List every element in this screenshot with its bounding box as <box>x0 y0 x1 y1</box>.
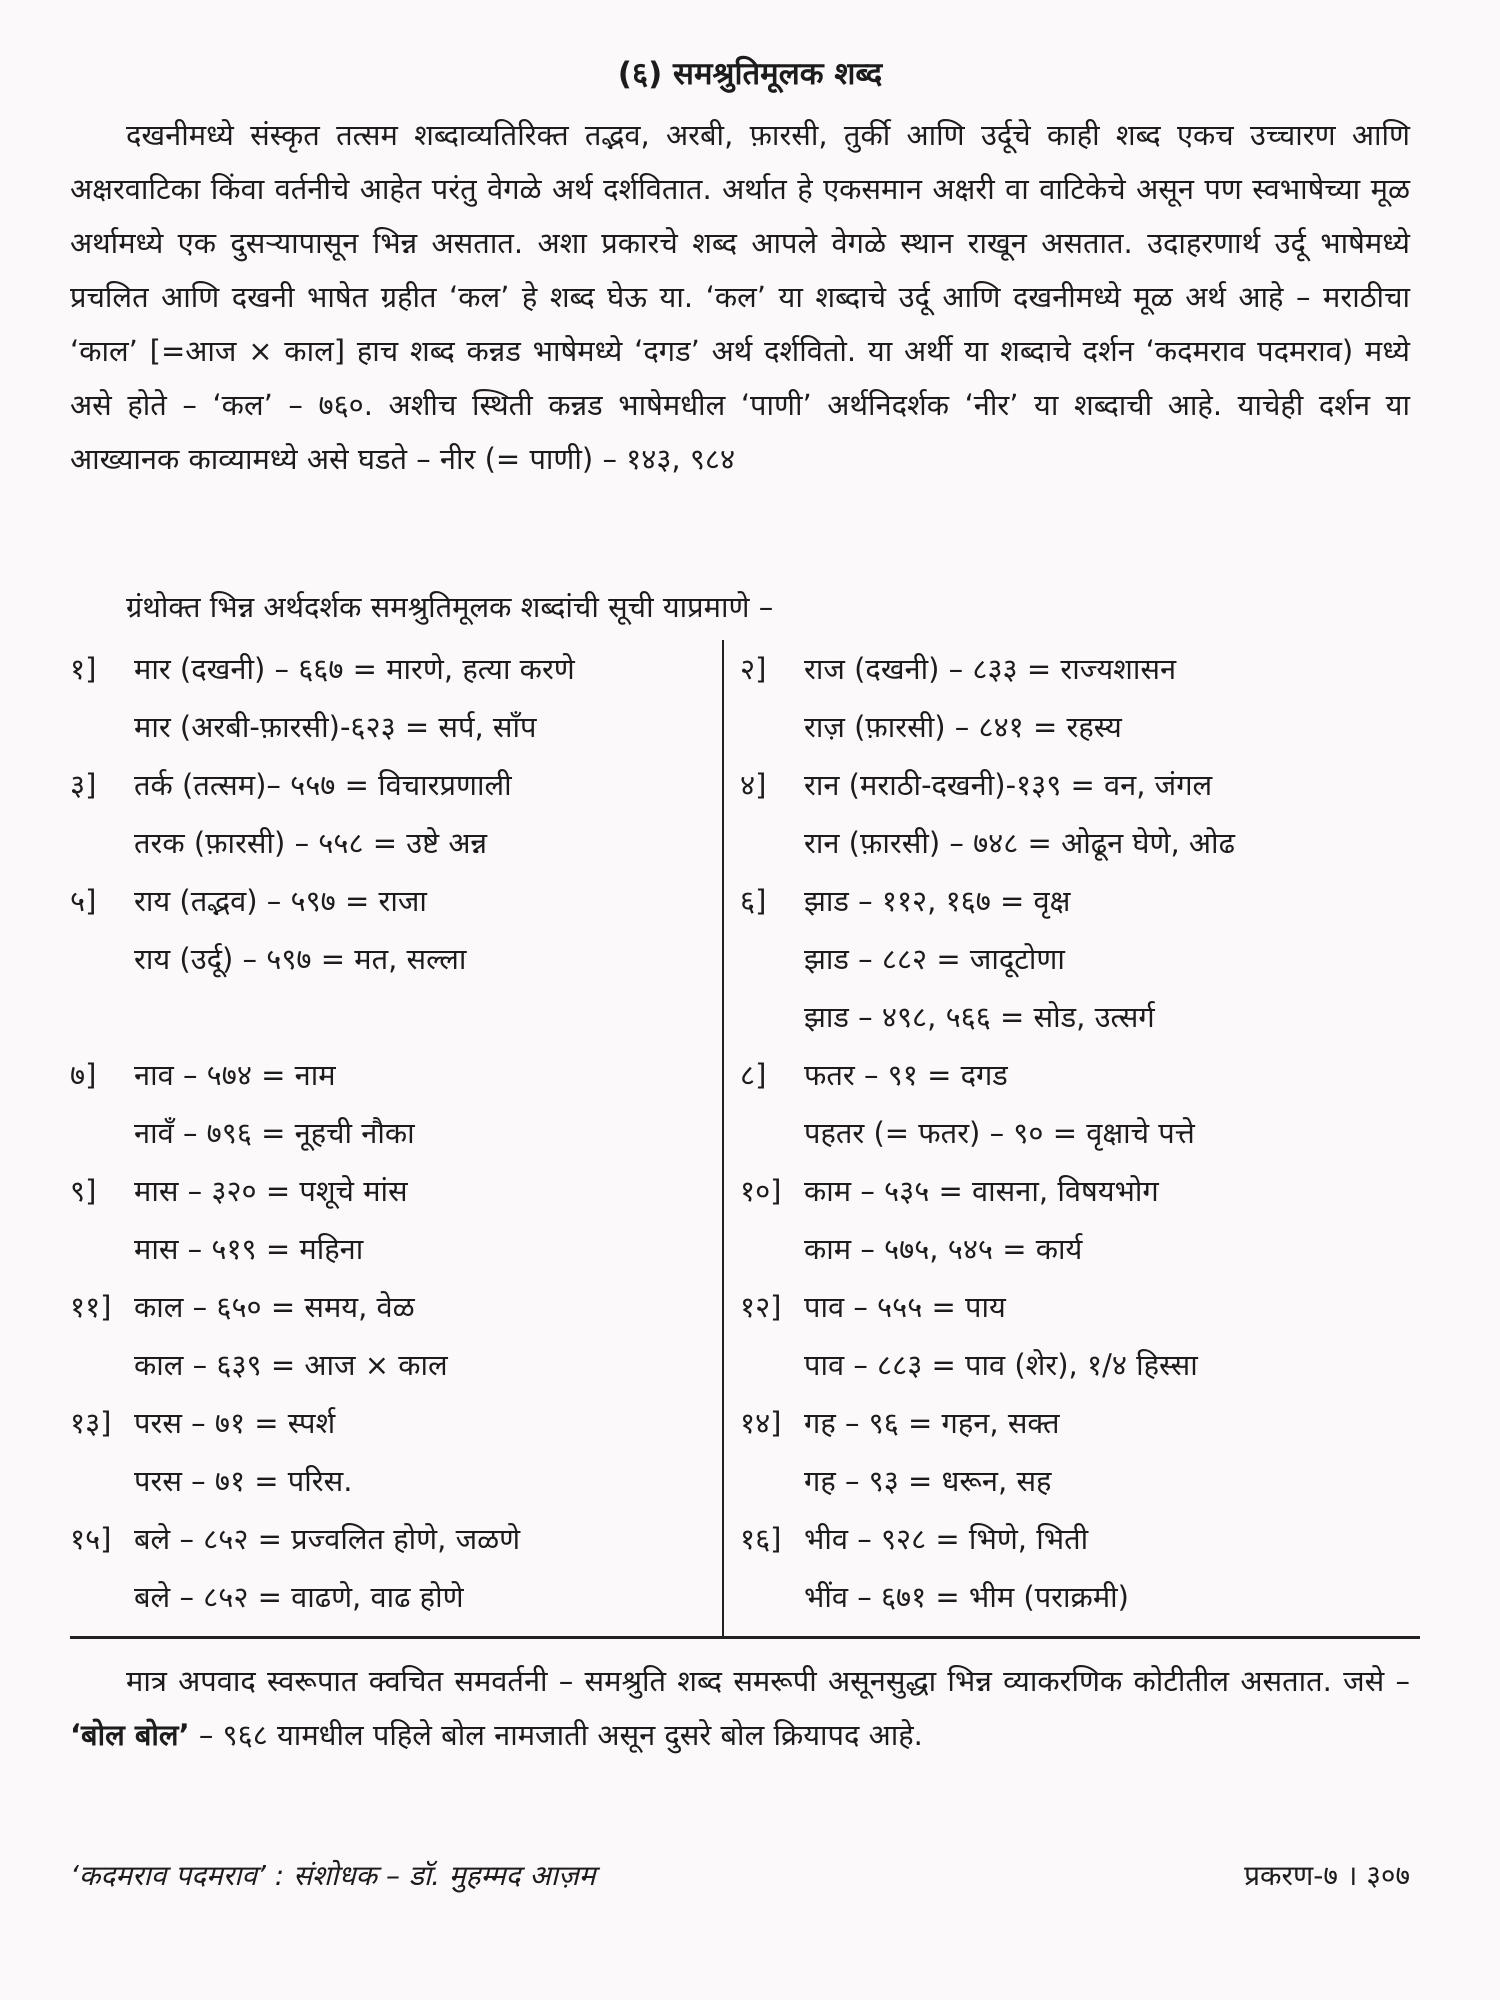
list-intro: ग्रंथोक्त भिन्न अर्थदर्शक समश्रुतिमूलक शब्दांची सूची याप्रमाणे – <box>126 590 774 624</box>
entry-line: भीव – ९२८ = भिणे, भिती <box>804 1522 1089 1556</box>
entry-number: २] <box>740 652 767 686</box>
table-entry <box>740 1394 1380 1510</box>
entry-line: रान (मराठी-दखनी)-१३९ = वन, जंगल <box>804 768 1213 802</box>
entry-number: ७] <box>70 1058 97 1092</box>
entry-line: पाव – ५५५ = पाय <box>804 1290 1006 1324</box>
entry-line: रान (फ़ारसी) – ७४८ = ओढून घेणे, ओढ <box>804 826 1235 860</box>
column-divider <box>722 640 724 1638</box>
entry-number: ५] <box>70 884 97 918</box>
entry-line: नावँ – ७९६ = नूहची नौका <box>134 1116 415 1150</box>
table-entry <box>70 1278 710 1394</box>
paragraph-intro: दखनीमध्ये संस्कृत तत्सम शब्दाव्यतिरिक्त तद्भव, अरबी, फ़ारसी, तुर्की आणि उर्दूचे काही शब्द एकच उच्चारण आणि अक्षरवाटिका किंवा वर्तनीचे आहेत परंतु वेगळे अर्थ दर्शवितात. अर्थात हे एकसमान अक्षरी वा वाटिकेचे असून पण स्वभाषेच्या मूळ अर्थामध्ये एक दुसऱ्यापासून भिन्न असतात. अशा प्रकारचे शब्द आपले वेगळे स्थान राखून असतात. उदाहरणार्थ उर्दू भाषेमध्ये प्रचलित आणि दखनी भाषेत ग्रहीत ‘कल’ हे शब्द घेऊ या. ‘कल’ या शब्दाचे उर्दू आणि दखनीमध्ये मूळ अर्थ आहे – मराठीचा ‘काल’ [=आज × काल] हाच शब्द कन्नड भाषेमध्ये ‘दगड’ अर्थ दर्शवितो. या अर्थी या शब्दाचे दर्शन ‘कदमराव पदमराव) मध्ये असे होते – ‘कल’ – ७६०. अशीच स्थिती कन्नड भाषेमधील ‘पाणी’ अर्थनिदर्शक ‘नीर’ या शब्दाची आहे. याचेही दर्शन या आख्यानक काव्यामध्ये असे घडते – नीर (= पाणी) – १४३, ९८४ <box>70 118 1411 476</box>
table-entry <box>740 1510 1380 1626</box>
paragraph-exception-after: – ९६८ यामधील पहिले बोल नामजाती असून दुसरे बोल क्रियापद आहे. <box>198 1718 923 1752</box>
table-entry <box>70 1046 710 1162</box>
entry-line: पहतर (= फतर) – ९० = वृक्षाचे पत्ते <box>804 1116 1195 1150</box>
entry-number: ३] <box>70 768 97 802</box>
footer-page-number: प्रकरण-७ । ३०७ <box>1244 1859 1410 1892</box>
entry-number: १४] <box>740 1406 782 1440</box>
entry-line: काम – ५७५, ५४५ = कार्य <box>804 1232 1083 1266</box>
table-column-right <box>740 640 1380 1626</box>
entry-number: १६] <box>740 1522 782 1556</box>
entry-line: परस – ७१ = स्पर्श <box>134 1406 336 1440</box>
section-title: (६) समश्रुतिमूलक शब्द <box>617 56 883 92</box>
entry-line: राज़ (फ़ारसी) – ८४१ = रहस्य <box>804 710 1122 744</box>
table-entry <box>70 1510 710 1626</box>
footer-source: ‘कदमराव पदमराव’ : संशोधक – डॉ. मुहम्मद आज़म <box>70 1859 596 1892</box>
table-entry <box>70 640 710 756</box>
entry-number: ८] <box>740 1058 767 1092</box>
entry-line: बले – ८५२ = प्रज्वलित होणे, जळणे <box>134 1522 521 1556</box>
entry-line: काल – ६५० = समय, वेळ <box>134 1290 415 1324</box>
entry-line: गह – ९३ = धरून, सह <box>804 1464 1052 1498</box>
entry-line: राय (तद्भव) – ५९७ = राजा <box>134 884 427 918</box>
table-entry <box>740 756 1380 872</box>
entry-line: मार (अरबी-फ़ारसी)-६२३ = सर्प, साँप <box>134 710 537 744</box>
entry-line: गह – ९६ = गहन, सक्त <box>804 1406 1060 1440</box>
table-entry <box>70 1162 710 1278</box>
table-entry <box>70 1394 710 1510</box>
entry-line: पाव – ८८३ = पाव (शेर), १/४ हिस्सा <box>804 1348 1198 1382</box>
entry-number: ६] <box>740 884 767 918</box>
entry-number: १२] <box>740 1290 782 1324</box>
entry-number: ९] <box>70 1174 97 1208</box>
entry-number: ४] <box>740 768 767 802</box>
table-entry <box>70 756 710 872</box>
table-entry <box>740 1278 1380 1394</box>
entry-line: मास – ५१९ = महिना <box>134 1232 364 1266</box>
entry-spacer <box>70 988 710 1046</box>
table-entry <box>740 872 1380 1046</box>
table-column-left <box>70 640 710 1626</box>
entry-number: १३] <box>70 1406 112 1440</box>
entry-line: नाव – ५७४ = नाम <box>134 1058 336 1092</box>
table-entry <box>740 640 1380 756</box>
entry-number: ११] <box>70 1290 112 1324</box>
entry-line: मार (दखनी) – ६६७ = मारणे, हत्या करणे <box>134 652 575 686</box>
paragraph-exception-bold: ‘बोल बोल’ <box>70 1718 190 1752</box>
table-entry <box>740 1162 1380 1278</box>
table-bottom-rule <box>70 1636 1420 1639</box>
entry-line: काम – ५३५ = वासना, विषयभोग <box>804 1174 1159 1208</box>
entry-line: भींव – ६७१ = भीम (पराक्रमी) <box>804 1580 1129 1614</box>
paragraph-exception-before: मात्र अपवाद स्वरूपात क्वचित समवर्तनी – समश्रुति शब्द समरूपी असूनसुद्धा भिन्न व्याकरणिक कोटीतील असतात. जसे – <box>126 1664 1410 1698</box>
entry-number: १५] <box>70 1522 112 1556</box>
entry-line: राय (उर्दू) – ५९७ = मत, सल्ला <box>134 942 467 976</box>
entry-line: बले – ८५२ = वाढणे, वाढ होणे <box>134 1580 464 1614</box>
entry-line: झाड – ८८२ = जादूटोणा <box>804 942 1065 976</box>
entry-line: मास – ३२० = पशूचे मांस <box>134 1174 408 1208</box>
entry-line: तरक (फ़ारसी) – ५५८ = उष्टे अन्न <box>134 826 487 860</box>
entry-line: फतर – ९१ = दगड <box>804 1058 1008 1092</box>
entry-number: १०] <box>740 1174 782 1208</box>
entry-number: १] <box>70 652 97 686</box>
entry-line: तर्क (तत्सम)– ५५७ = विचारप्रणाली <box>134 768 512 802</box>
table-entry <box>70 872 710 988</box>
entry-line: झाड – ११२, १६७ = वृक्ष <box>804 884 1071 918</box>
entry-line: राज (दखनी) – ८३३ = राज्यशासन <box>804 652 1177 686</box>
entry-line: काल – ६३९ = आज × काल <box>134 1348 448 1382</box>
entry-line: झाड – ४९८, ५६६ = सोड, उत्सर्ग <box>804 1000 1155 1034</box>
paragraph-exception <box>70 1654 1410 1762</box>
word-table <box>70 640 1410 1638</box>
table-entry <box>740 1046 1380 1162</box>
entry-line: परस – ७१ = परिस. <box>134 1464 353 1498</box>
